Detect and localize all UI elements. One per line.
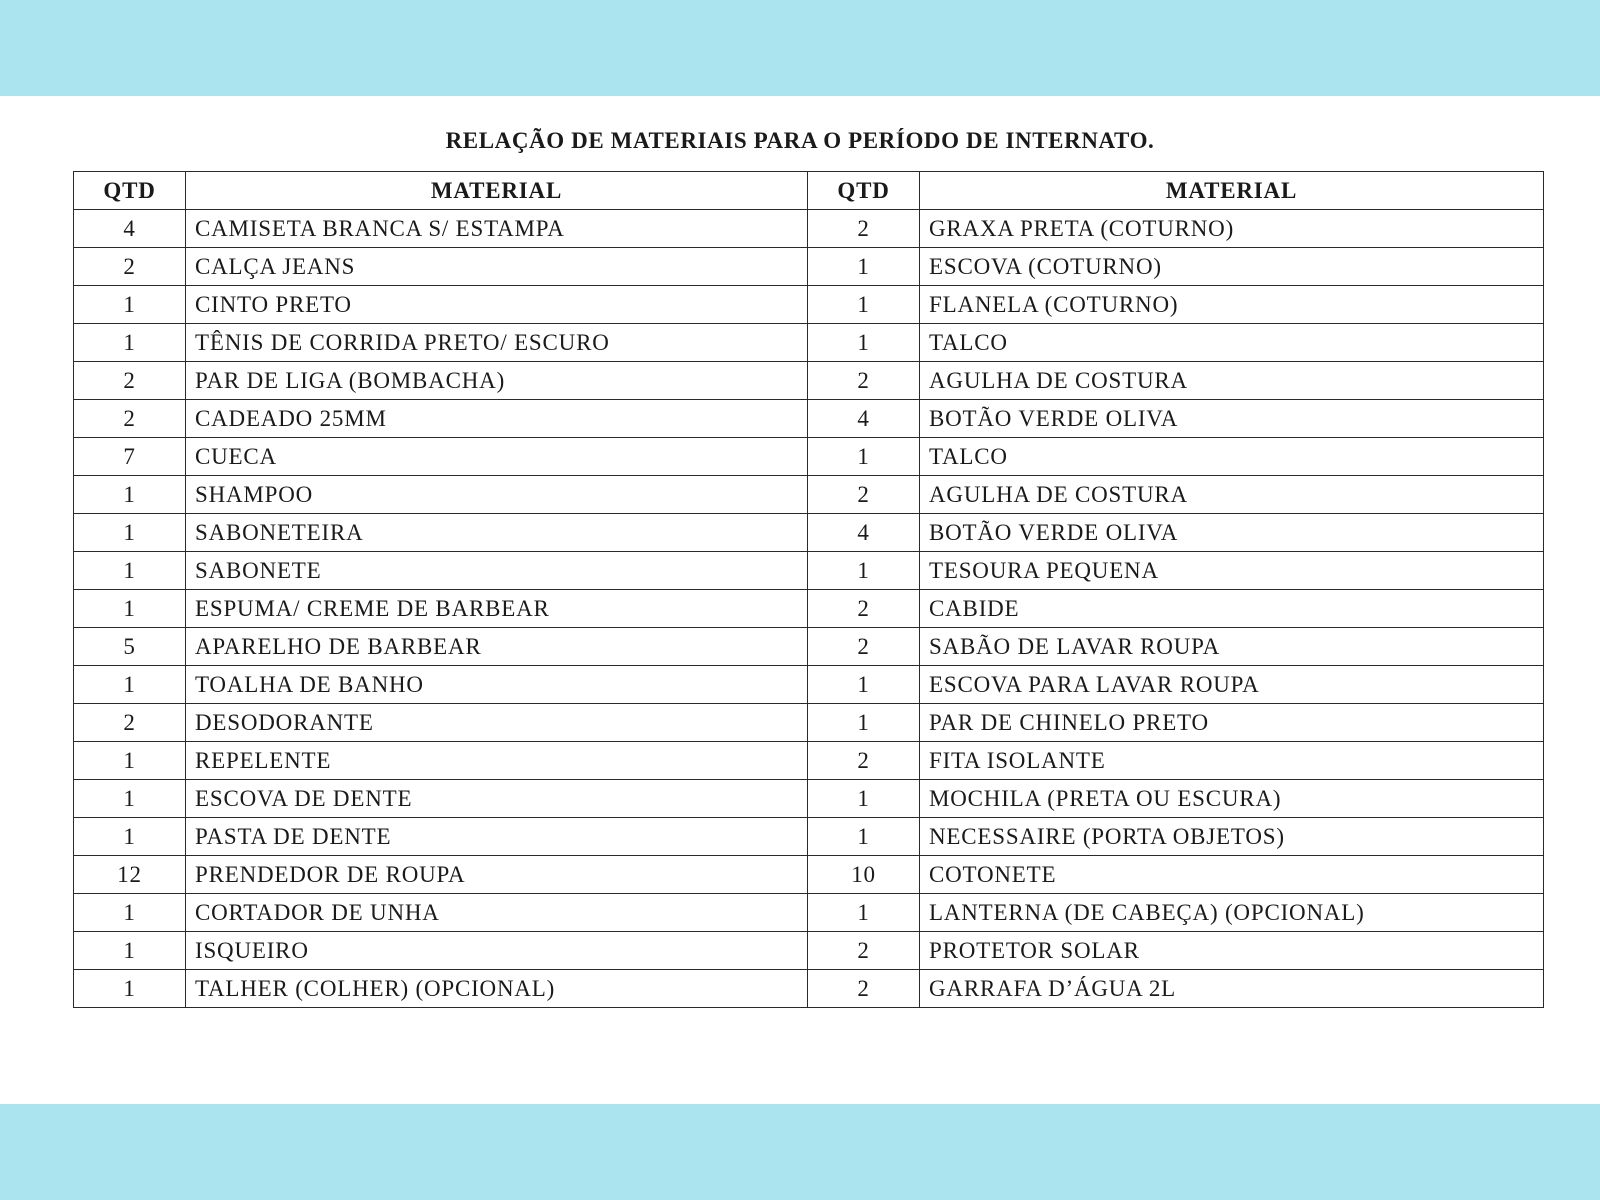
table-row [74, 628, 1544, 666]
cell-material-left: CINTO PRETO [186, 286, 808, 324]
header-material-left: MATERIAL [186, 172, 808, 210]
cell-qtd-right: 1 [808, 704, 920, 742]
cell-qtd-right: 2 [808, 628, 920, 666]
cell-material-right: PROTETOR SOLAR [920, 932, 1544, 970]
cell-qtd-left: 12 [74, 856, 186, 894]
cell-qtd-left: 7 [74, 438, 186, 476]
cell-qtd-right: 2 [808, 742, 920, 780]
cell-material-left: DESODORANTE [186, 704, 808, 742]
table-row [74, 894, 1544, 932]
cell-material-left: SABONETE [186, 552, 808, 590]
cell-material-right: BOTÃO VERDE OLIVA [920, 514, 1544, 552]
cell-qtd-right: 1 [808, 438, 920, 476]
cell-material-left: TALHER (COLHER) (OPCIONAL) [186, 970, 808, 1008]
cell-material-right: TALCO [920, 324, 1544, 362]
table-row [74, 590, 1544, 628]
cell-qtd-right: 1 [808, 286, 920, 324]
cell-qtd-right: 1 [808, 666, 920, 704]
cell-qtd-right: 2 [808, 932, 920, 970]
cell-qtd-left: 2 [74, 362, 186, 400]
cell-qtd-left: 1 [74, 286, 186, 324]
cell-qtd-right: 2 [808, 590, 920, 628]
cell-material-right: ESCOVA PARA LAVAR ROUPA [920, 666, 1544, 704]
cell-material-left: PAR DE LIGA (BOMBACHA) [186, 362, 808, 400]
cell-material-right: TALCO [920, 438, 1544, 476]
materials-table [73, 171, 1544, 1008]
cell-qtd-right: 2 [808, 476, 920, 514]
cell-qtd-left: 1 [74, 476, 186, 514]
table-row [74, 818, 1544, 856]
cell-material-left: TOALHA DE BANHO [186, 666, 808, 704]
cell-qtd-left: 5 [74, 628, 186, 666]
cell-qtd-right: 1 [808, 780, 920, 818]
cell-material-right: PAR DE CHINELO PRETO [920, 704, 1544, 742]
cell-material-left: APARELHO DE BARBEAR [186, 628, 808, 666]
cell-qtd-left: 1 [74, 932, 186, 970]
header-qtd-left: QTD [74, 172, 186, 210]
header-qtd-right: QTD [808, 172, 920, 210]
cell-material-right: ESCOVA (COTURNO) [920, 248, 1544, 286]
materials-table-body [74, 210, 1544, 1008]
document-title: RELAÇÃO DE MATERIAIS PARA O PERÍODO DE INTERNATO. [445, 128, 1155, 153]
table-row [74, 286, 1544, 324]
cell-qtd-right: 2 [808, 970, 920, 1008]
cell-material-left: PASTA DE DENTE [186, 818, 808, 856]
cell-material-left: CUECA [186, 438, 808, 476]
cell-material-right: AGULHA DE COSTURA [920, 476, 1544, 514]
cell-material-left: SABONETEIRA [186, 514, 808, 552]
cell-material-right: FLANELA (COTURNO) [920, 286, 1544, 324]
cell-qtd-right: 1 [808, 552, 920, 590]
cell-material-left: CALÇA JEANS [186, 248, 808, 286]
table-header-row [74, 172, 1544, 210]
table-row [74, 324, 1544, 362]
cell-material-right: GRAXA PRETA (COTURNO) [920, 210, 1544, 248]
table-row [74, 362, 1544, 400]
cell-material-right: LANTERNA (DE CABEÇA) (OPCIONAL) [920, 894, 1544, 932]
cell-material-left: TÊNIS DE CORRIDA PRETO/ ESCURO [186, 324, 808, 362]
cell-qtd-left: 1 [74, 894, 186, 932]
cell-qtd-left: 1 [74, 514, 186, 552]
cell-qtd-left: 1 [74, 324, 186, 362]
cell-qtd-left: 1 [74, 666, 186, 704]
cell-qtd-left: 2 [74, 400, 186, 438]
cell-qtd-right: 1 [808, 894, 920, 932]
cell-material-left: ISQUEIRO [186, 932, 808, 970]
table-row [74, 704, 1544, 742]
table-row [74, 210, 1544, 248]
table-row [74, 666, 1544, 704]
cell-qtd-right: 1 [808, 324, 920, 362]
cell-material-right: MOCHILA (PRETA OU ESCURA) [920, 780, 1544, 818]
cell-material-right: AGULHA DE COSTURA [920, 362, 1544, 400]
cell-qtd-right: 2 [808, 210, 920, 248]
cell-qtd-right: 2 [808, 362, 920, 400]
cell-material-left: REPELENTE [186, 742, 808, 780]
cell-material-right: TESOURA PEQUENA [920, 552, 1544, 590]
cell-qtd-left: 1 [74, 970, 186, 1008]
cell-qtd-left: 4 [74, 210, 186, 248]
table-row [74, 514, 1544, 552]
table-row [74, 400, 1544, 438]
cell-qtd-right: 1 [808, 248, 920, 286]
header-material-right: MATERIAL [920, 172, 1544, 210]
cell-material-right: BOTÃO VERDE OLIVA [920, 400, 1544, 438]
cell-material-left: CORTADOR DE UNHA [186, 894, 808, 932]
cell-material-right: FITA ISOLANTE [920, 742, 1544, 780]
cell-material-left: PRENDEDOR DE ROUPA [186, 856, 808, 894]
cell-material-left: CAMISETA BRANCA S/ ESTAMPA [186, 210, 808, 248]
cell-qtd-left: 1 [74, 818, 186, 856]
table-row [74, 970, 1544, 1008]
cell-qtd-left: 1 [74, 590, 186, 628]
cell-qtd-left: 2 [74, 704, 186, 742]
table-row [74, 742, 1544, 780]
cell-material-left: ESPUMA/ CREME DE BARBEAR [186, 590, 808, 628]
cell-material-right: COTONETE [920, 856, 1544, 894]
table-row [74, 780, 1544, 818]
cell-qtd-left: 1 [74, 552, 186, 590]
table-row [74, 476, 1544, 514]
cell-material-left: CADEADO 25MM [186, 400, 808, 438]
cell-material-right: CABIDE [920, 590, 1544, 628]
cell-qtd-right: 4 [808, 514, 920, 552]
cell-material-right: SABÃO DE LAVAR ROUPA [920, 628, 1544, 666]
cell-qtd-right: 1 [808, 818, 920, 856]
cell-qtd-left: 1 [74, 780, 186, 818]
cell-qtd-left: 1 [74, 742, 186, 780]
top-color-band [0, 0, 1600, 96]
cell-qtd-right: 4 [808, 400, 920, 438]
table-row [74, 552, 1544, 590]
table-row [74, 248, 1544, 286]
table-row [74, 856, 1544, 894]
cell-qtd-left: 2 [74, 248, 186, 286]
table-row [74, 932, 1544, 970]
cell-qtd-right: 10 [808, 856, 920, 894]
cell-material-right: GARRAFA D’ÁGUA 2L [920, 970, 1544, 1008]
table-row [74, 438, 1544, 476]
bottom-color-band [0, 1104, 1600, 1200]
cell-material-left: SHAMPOO [186, 476, 808, 514]
cell-material-left: ESCOVA DE DENTE [186, 780, 808, 818]
cell-material-right: NECESSAIRE (PORTA OBJETOS) [920, 818, 1544, 856]
